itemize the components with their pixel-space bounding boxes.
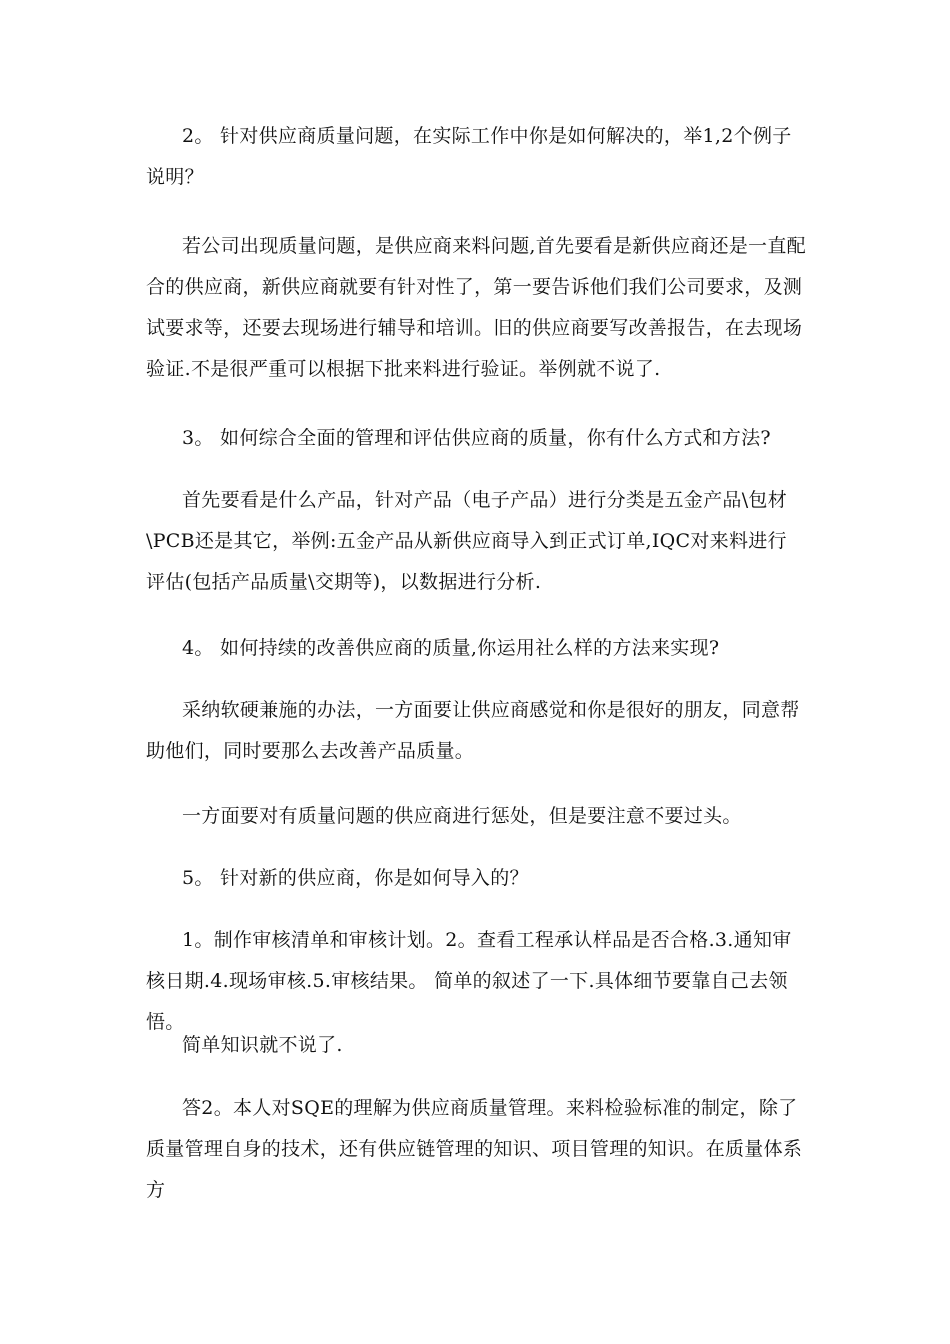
answer-sqe-paragraph: 答2。本人对SQE的理解为供应商质量管理。来料检验标准的制定，除了质量管理自身的技术，还有供应链管理的知识、项目管理的知识。在质量体系方 (146, 1097, 803, 1201)
answer-4-paragraph-1: 采纳软硬兼施的办法，一方面要让供应商感觉和你是很好的朋友，同意帮助他们，同时要那么去改善产品质量。 (146, 699, 800, 762)
question-5-heading: 5。 针对新的供应商，你是如何导入的？ (182, 867, 529, 889)
question-2-heading: 2。 针对供应商质量问题，在实际工作中你是如何解决的，举1,2个例子说明？ (146, 125, 792, 188)
answer-4-paragraph-2: 一方面要对有质量问题的供应商进行惩处，但是要注意不要过头。 (182, 805, 742, 827)
answer-5-note: 简单知识就不说了. (182, 1034, 343, 1056)
answer-2-paragraph: 若公司出现质量问题，是供应商来料问题,首先要看是新供应商还是一直配合的供应商，新供应商就要有针对性了，第一要告诉他们我们公司要求，及测试要求等，还要去现场进行辅导和培训。旧的供应商要写改善报告，在去现场验证.不是很严重可以根据下批来料进行验证。举例就不说了. (146, 235, 806, 380)
question-3-heading: 3。 如何综合全面的管理和评估供应商的质量，你有什么方式和方法? (182, 427, 771, 449)
question-4-heading: 4。 如何持续的改善供应商的质量,你运用社么样的方法来实现? (182, 637, 720, 659)
answer-5-paragraph: 1。制作审核清单和审核计划。2。查看工程承认样品是否合格.3.通知审核日期.4.现场审核.5.审核结果。 简单的叙述了一下.具体细节要靠自己去领悟。 (146, 929, 792, 1033)
answer-3-paragraph: 首先要看是什么产品，针对产品（电子产品）进行分类是五金产品\包材\PCB还是其它，举例:五金产品从新供应商导入到正式订单,IQC对来料进行评估(包括产品质量\交期等)，以数据进行分析. (146, 489, 788, 593)
